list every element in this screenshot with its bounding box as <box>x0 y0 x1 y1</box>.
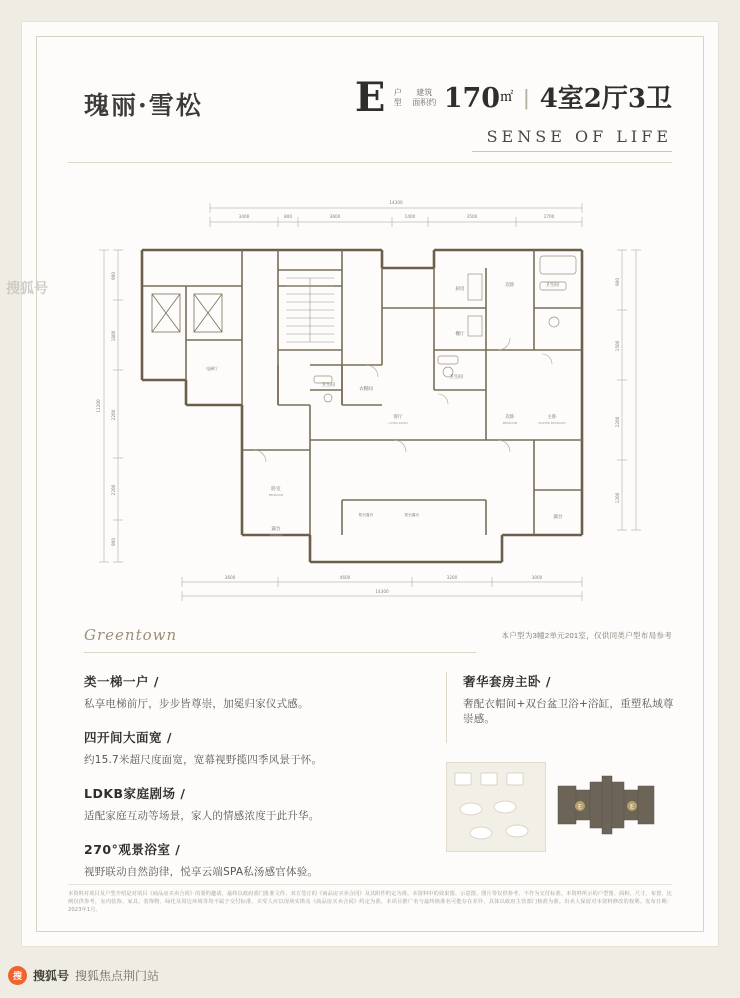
svg-text:14300: 14300 <box>375 589 389 594</box>
feature-desc: 约15.7米超尺度面宽，宽幕视野揽四季风景于怀。 <box>84 754 323 766</box>
script-divider <box>84 652 476 653</box>
feature-title: 奢华套房主卧 / <box>463 674 551 689</box>
feature-item <box>84 672 424 711</box>
site-plan-thumbnail <box>554 768 658 844</box>
svg-text:餐厅: 餐厅 <box>455 332 465 337</box>
area-label: 建筑 面积约 <box>412 88 437 107</box>
watermark-left: 搜狐号 <box>6 281 48 297</box>
feature-title: LDKB家庭剧场 / <box>84 786 186 801</box>
feature-title: 四开间大面宽 / <box>84 730 172 745</box>
tagline: SENSE OF LIFE <box>486 127 672 146</box>
svg-text:卫生间: 卫生间 <box>321 383 335 388</box>
svg-text:800: 800 <box>284 214 292 219</box>
feature-desc: 奢配衣帽间+双台盆卫浴+浴缸，重塑私域尊崇感。 <box>463 698 674 725</box>
features-left <box>84 672 424 896</box>
unit-spec <box>355 74 672 152</box>
plan-note: 本户型为3幢2单元201室，仅供同类户型布局参考 <box>501 631 672 640</box>
floor-plan <box>82 190 658 620</box>
unit-type-label: 户 型 <box>393 88 402 107</box>
feature-desc: 私享电梯前厅，步步皆尊崇，加冕归家仪式感。 <box>84 698 309 710</box>
svg-text:11200: 11200 <box>96 399 101 413</box>
room-count: 4室2厅3卫 <box>539 84 672 114</box>
svg-text:阳台露台: 阳台露台 <box>358 513 374 517</box>
spec-separator: | <box>523 85 530 110</box>
svg-text:900: 900 <box>111 538 116 546</box>
svg-text:3600: 3600 <box>224 575 236 580</box>
svg-text:衣帽间: 衣帽间 <box>359 387 373 392</box>
svg-text:1400: 1400 <box>404 214 416 219</box>
svg-text:14300: 14300 <box>389 200 403 205</box>
svg-text:2200: 2200 <box>615 416 620 428</box>
svg-text:厨房: 厨房 <box>455 287 465 292</box>
svg-text:2700: 2700 <box>543 214 555 219</box>
sohu-badge-icon: 搜 <box>8 966 27 985</box>
feature-item <box>84 784 424 823</box>
watermark-subtitle: 搜狐焦点荆门站 <box>75 969 160 983</box>
tagline-rule <box>472 151 672 152</box>
feature-title: 270°观景浴室 / <box>84 842 181 857</box>
legal-disclaimer: 本资料对项目及户型介绍是对项目《商品房买卖合同》的要约邀请，最终以政府部门批准文件、双方签订的《商品房买卖合同》及其附件约定为准。本资料中的效果图、示意图、图片等仅供参考，不作为交付标准。本资料所示的户型图、面积、尺寸、布置、比例仅供参考，室内装饰、家具、装饰物、绿化及周边环境等均不属于交付标准，买受人应以现场实勘及《商品房买卖合同》约定为准。本项目推广名与最终核准名可能存在差异，具体以政府主管部门核准为准。出卖人保留对本资料修改的权利。发布日期：2023年1月。 <box>68 891 672 913</box>
thumbnails <box>446 762 658 852</box>
svg-text:阳台露台: 阳台露台 <box>404 513 420 517</box>
svg-text:电梯厅: 电梯厅 <box>206 366 218 371</box>
feature-title: 类一梯一户 / <box>84 674 159 689</box>
unit-type-letter: E <box>354 74 387 121</box>
header <box>68 70 672 154</box>
svg-text:900: 900 <box>615 278 620 286</box>
feature-desc: 适配家庭互动等场景，家人的情感浓度于此升华。 <box>84 810 320 822</box>
svg-text:露台: 露台 <box>271 527 281 532</box>
unit-area: 170 <box>443 83 501 114</box>
svg-text:BEDROOM: BEDROOM <box>502 421 518 425</box>
svg-text:卫生间: 卫生间 <box>449 375 463 380</box>
svg-text:3000: 3000 <box>531 575 543 580</box>
svg-text:卧室: 卧室 <box>271 487 281 492</box>
floor-plan-svg <box>82 190 658 620</box>
svg-text:2200: 2200 <box>111 409 116 421</box>
svg-text:TERRACE: TERRACE <box>269 533 283 537</box>
feature-item <box>463 672 675 726</box>
svg-text:客厅: 客厅 <box>393 415 403 420</box>
watermark-title: 搜狐号 <box>33 969 70 983</box>
svg-text:1500: 1500 <box>615 340 620 352</box>
feature-item <box>84 728 424 767</box>
features-right <box>446 672 675 743</box>
brand-title: 瑰丽·雪松 <box>84 91 203 120</box>
watermark-bottom <box>8 966 159 985</box>
feature-desc: 视野联动自然韵律，悦享云端SPA私汤感官体验。 <box>84 866 319 878</box>
svg-text:露台: 露台 <box>553 515 563 520</box>
svg-text:2200: 2200 <box>111 484 116 496</box>
svg-text:BEDROOM: BEDROOM <box>268 493 284 497</box>
svg-text:卫生间: 卫生间 <box>545 283 559 288</box>
svg-text:主卧: 主卧 <box>547 415 557 420</box>
feature-item <box>84 840 424 879</box>
svg-text:1200: 1200 <box>615 492 620 504</box>
svg-text:3500: 3500 <box>466 214 478 219</box>
svg-text:900: 900 <box>111 272 116 280</box>
brochure-page <box>22 22 718 946</box>
interior-render-thumbnail <box>446 762 546 852</box>
legal-divider <box>68 884 672 885</box>
svg-text:MASTER BEDROOM: MASTER BEDROOM <box>538 421 566 425</box>
header-divider <box>68 162 672 163</box>
svg-text:1800: 1800 <box>111 330 116 342</box>
svg-text:3200: 3200 <box>446 575 458 580</box>
greentown-script: Greentown <box>84 626 178 644</box>
area-unit: ㎡ <box>500 89 514 104</box>
svg-text:LIVING ROOM: LIVING ROOM <box>388 421 408 425</box>
svg-text:3400: 3400 <box>238 214 250 219</box>
svg-text:3600: 3600 <box>329 214 341 219</box>
thumb-label: E <box>578 803 582 811</box>
svg-text:次卧: 次卧 <box>505 283 515 288</box>
svg-text:4600: 4600 <box>339 575 351 580</box>
svg-text:次卧: 次卧 <box>505 415 515 420</box>
thumb-label: E <box>630 803 634 811</box>
